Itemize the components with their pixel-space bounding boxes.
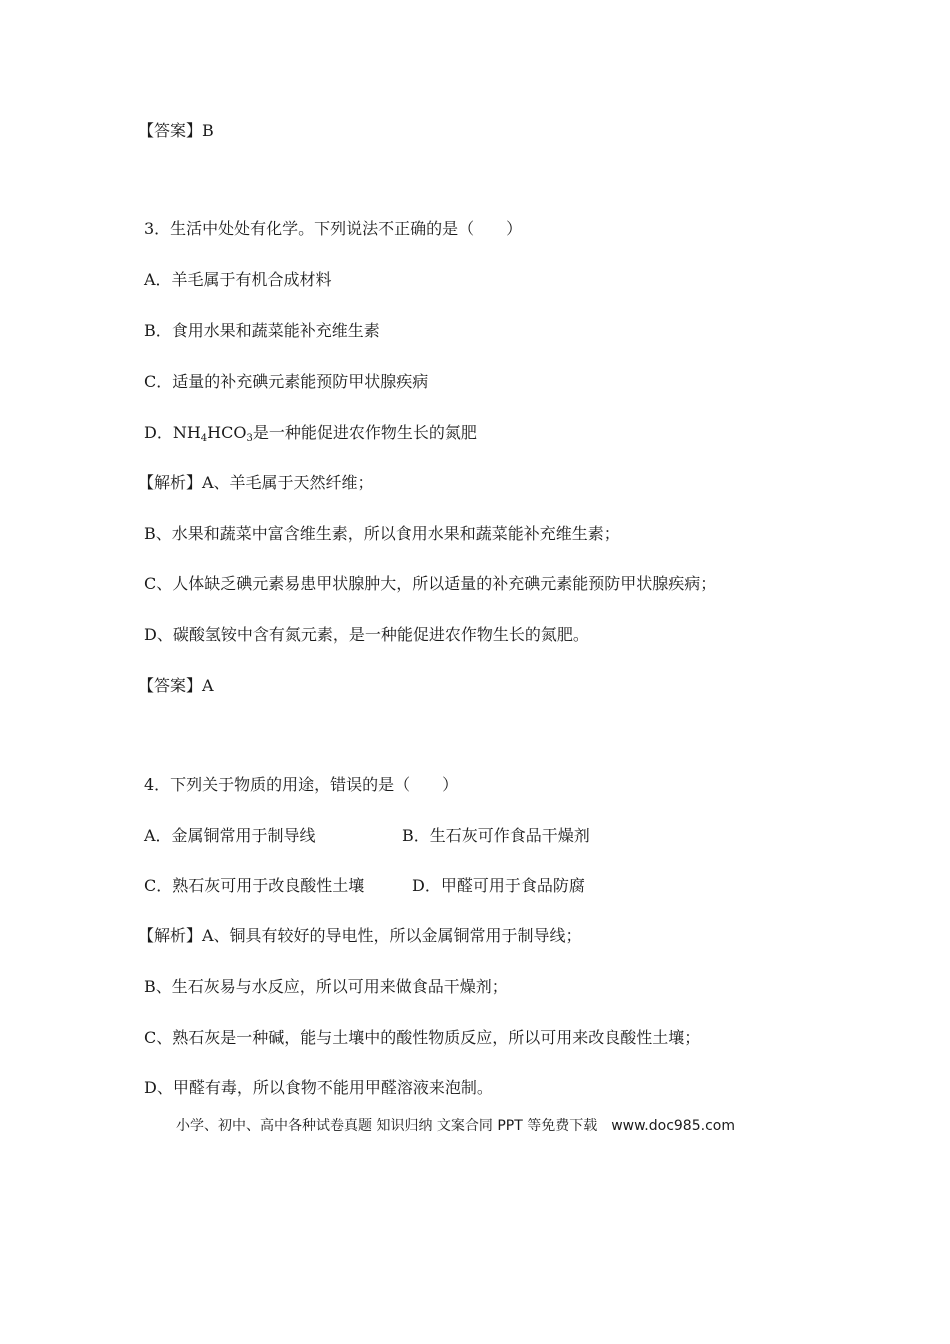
q3-stem: 3．生活中处处有化学。下列说法不正确的是（ ） — [144, 219, 523, 238]
q4-option-a: A．金属铜常用于制导线 — [144, 826, 316, 845]
q3-analysis-d: D、碳酸氢铵中含有氮元素，是一种能促进农作物生长的氮肥。 — [144, 625, 589, 644]
q3-analysis-b: B、水果和蔬菜中富含维生素，所以食用水果和蔬菜能补充维生素； — [144, 524, 620, 543]
q4-option-d: D．甲醛可用于食品防腐 — [412, 876, 585, 895]
q4-stem: 4．下列关于物质的用途，错误的是（ ） — [144, 775, 459, 794]
q4-option-c: C．熟石灰可用于改良酸性土壤 — [144, 876, 365, 895]
q3-analysis-c: C、人体缺乏碘元素易患甲状腺肿大，所以适量的补充碘元素能预防甲状腺疾病； — [144, 574, 717, 593]
q3-analysis-a: 【解析】A、羊毛属于天然纤维； — [138, 473, 374, 492]
q4-analysis-c: C、熟石灰是一种碱，能与土壤中的酸性物质反应，所以可用来改良酸性土壤； — [144, 1028, 701, 1047]
footer-download-notice: 小学、初中、高中各种试卷真题 知识归纳 文案合同 PPT 等免费下载 www.doc985.com — [176, 1118, 735, 1134]
q3-option-d-mid: HCO — [207, 423, 247, 442]
q4-option-b: B．生石灰可作食品干燥剂 — [402, 826, 590, 845]
q4-analysis-a: 【解析】A、铜具有较好的导电性，所以金属铜常用于制导线； — [138, 926, 582, 945]
q3-option-d-sub2: 3 — [246, 433, 253, 444]
q3-option-c: C．适量的补充碘元素能预防甲状腺疾病 — [144, 372, 429, 391]
q3-option-a: A．羊毛属于有机合成材料 — [144, 270, 332, 289]
q4-analysis-b: B、生石灰易与水反应，所以可用来做食品干燥剂； — [144, 977, 508, 996]
q3-option-d — [144, 423, 477, 443]
q3-option-b: B．食用水果和蔬菜能补充维生素 — [144, 321, 380, 340]
q3-answer: 【答案】A — [138, 676, 214, 695]
q4-analysis-d: D、甲醛有毒，所以食物不能用甲醛溶液来泡制。 — [144, 1078, 493, 1097]
q3-option-d-suffix: 是一种能促进农作物生长的氮肥 — [252, 423, 477, 442]
q3-option-d-sub1: 4 — [200, 433, 208, 444]
q2-answer: 【答案】B — [138, 121, 214, 140]
q3-option-d-prefix: D．NH — [144, 423, 201, 442]
